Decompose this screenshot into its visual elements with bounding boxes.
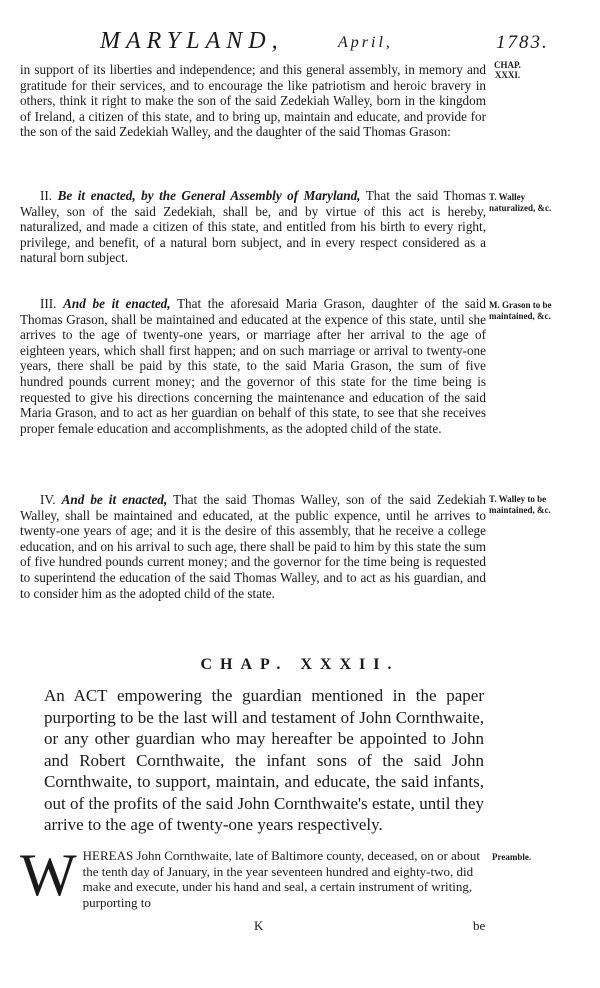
header-month: April,: [338, 34, 393, 51]
paragraph-preamble-continued: in support of its liberties and independence; and this general assembly, in memory and gratitude for their services, and to encourage the like patriotism and heroic bravery in others, think it right to make the son of the said Zedekiah Walley, born in the kingdom of Ireland, a citizen of this state, and to bring up, maintain and educate, and provide for the son of the said Zedekiah Walley, and the daughter of the said Thomas Grason:: [20, 62, 486, 140]
section-four-text: That the said Thomas Walley, son of the said Zedekiah Walley, shall be maintained and educated, at the public expence, until he arrives to twenty-one years of age; and it is the desire of this assembly, that he receive a college education, and on his arrival to such age, there shall be paid to him by this state the sum of five hundred pounds current money; and the governor for the time being is requested to superintend the education of the said Thomas Walley, and to act as his guardian, and to consider him as the adopted child of the state.: [20, 492, 486, 601]
section-three: [20, 296, 486, 436]
section-four: [20, 492, 486, 601]
act-title: An ACT empowering the guardian mentioned in the paper purporting to be the last will and testament of John Cornthwaite, or any other guardian who may hereafter be appointed to John and Robert Cornthwaite, the infant sons of the said John Cornthwaite, to support, maintain, and educate, the said infants, out of the profits of the said John Cornthwaite's estate, until they arrive to the age of twenty-one years respectively.: [44, 686, 484, 834]
drop-cap: W: [20, 842, 77, 908]
margin-note-preamble: Preamble.: [492, 852, 532, 862]
signature-mark: K: [254, 918, 264, 933]
chapter-margin-bottom: XXXI.: [494, 70, 521, 80]
header-title: MARYLAND,: [100, 28, 284, 54]
margin-note-walley-naturalized: T. Walley naturalized, &c.: [489, 192, 552, 213]
section-four-number: IV.: [40, 492, 56, 507]
chapter-margin-label: [494, 60, 521, 80]
section-two-lead: Be it enacted, by the General Assembly of Maryland,: [57, 188, 361, 203]
section-three-text: That the aforesaid Maria Grason, daughter of the said Thomas Grason, shall be maintained and educated at the expence of this state, until she arrives to the age of twenty-one years, or marriage after her arrival to the age of eighteen years, which shall first happen; and on such marriage or arrival to twenty-one years, there shall be paid by this state, to the said Maria Grason, the sum of five hundred pounds current money; and the governor of this state for the time being is requested to give his directions concerning the maintenance and education of the said Maria Grason, and to act as her guardian on behalf of this state, to see that she receives proper female education and accomplishments, as the adopted child of the state.: [20, 296, 487, 436]
chapter-margin-top: CHAP.: [494, 60, 521, 70]
preamble: [20, 842, 486, 910]
header-year: 1783.: [496, 32, 549, 53]
section-two-number: II.: [40, 188, 53, 203]
section-three-lead: And be it enacted,: [63, 296, 171, 311]
signature-line: [0, 918, 600, 936]
section-two-text: That the said Thomas Walley, son of the said Zedekiah, shall be, and by virtue of this act is hereby, naturalized, and made a citizen of this state, and entitled from his birth to every right, privilege, and benefit, of a natural born subject, and in every respect considered as a natural born subject.: [20, 188, 487, 266]
section-two: [20, 188, 486, 266]
section-three-number: III.: [40, 296, 57, 311]
section-four-lead: And be it enacted,: [61, 492, 168, 507]
catchword: be: [473, 918, 486, 933]
margin-note-walley-maintained: T. Walley to be maintained, &c.: [489, 494, 551, 515]
running-header: [0, 28, 600, 58]
margin-note-grason: M. Grason to be maintained, &c.: [489, 300, 552, 321]
chapter-heading: CHAP. XXXII.: [200, 656, 400, 673]
preamble-text: HEREAS John Cornthwaite, late of Baltimore county, deceased, on or about the tenth day of January, in the year seventeen hundred and eighty-two, did make and execute, under his hand and seal, a certain instrument of writing, purporting to: [82, 848, 481, 910]
